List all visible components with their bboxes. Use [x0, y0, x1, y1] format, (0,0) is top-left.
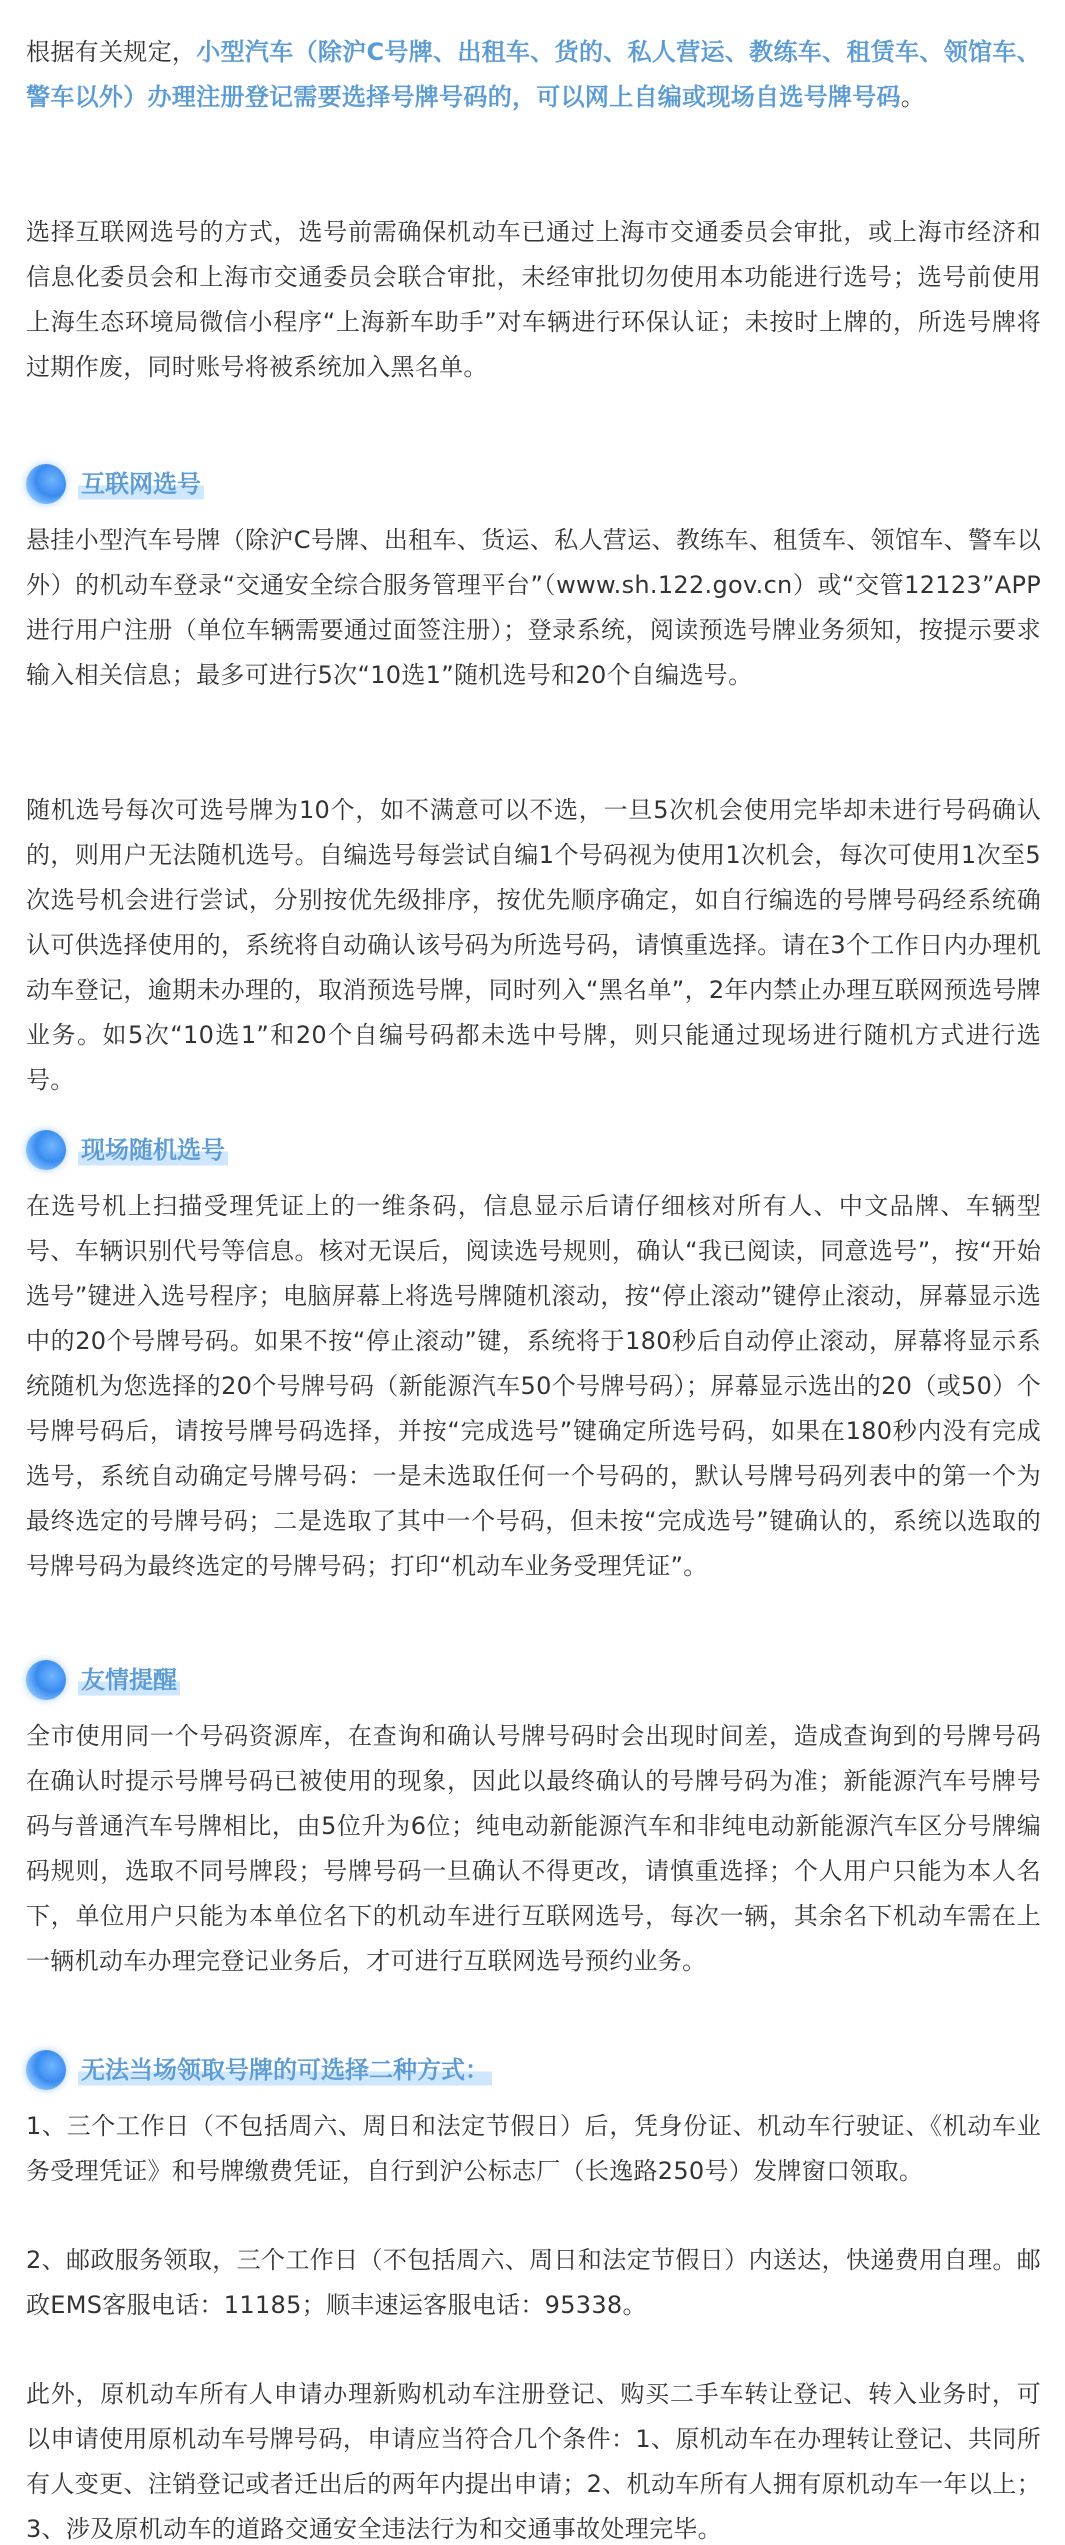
- bullet-orb-icon: [26, 1130, 66, 1170]
- bullet-orb-icon: [26, 464, 66, 504]
- section-heading-text: 现场随机选号: [78, 1133, 228, 1167]
- intro-tail: 。: [900, 83, 926, 111]
- intro-paragraph: [26, 30, 1041, 120]
- intro-lead: 根据有关规定，: [26, 38, 197, 66]
- pickup-paragraph-3: 此外，原机动车所有人申请办理新购机动车注册登记、购买二手车转让登记、转入业务时，可以申请使用原机动车号牌号码，申请应当符合几个条件：1、原机动车在办理转让登记、共同所有人变更、注销登记或者迁出后的两年内提出申请；2、机动车所有人拥有原机动车一年以上；3、涉及原机动车的道路交通安全违法行为和交通事故处理完毕。: [26, 2380, 1041, 2543]
- section-heading-pickup: [26, 2046, 492, 2094]
- section-heading-onsite: [26, 1126, 228, 1174]
- intro-highlight: 小型汽车（除沪C号牌、出租车、货的、私人营运、教练车、租赁车、领馆车、警车以外）办理注册登记需要选择号牌号码的，可以网上自编或现场自选号牌号码: [26, 38, 1041, 111]
- internet-paragraph-2: 随机选号每次可选号牌为10个，如不满意可以不选，一旦5次机会使用完毕却未进行号码确认的，则用户无法随机选号。自编选号每尝试自编1个号码视为使用1次机会，每次可使用1次至5次选号机会进行尝试，分别按优先级排序，按优先顺序确定，如自行编选的号牌号码经系统确认可供选择使用的，系统将自动确认该号码为所选号码，请慎重选择。请在3个工作日内办理机动车登记，逾期未办理的，取消预选号牌，同时列入“黑名单”，2年内禁止办理互联网预选号牌业务。如5次“10选1”和20个自编号码都未选中号牌，则只能通过现场进行随机方式进行选号。: [26, 796, 1041, 1094]
- pickup-paragraph-1: 1、三个工作日（不包括周六、周日和法定节假日）后，凭身份证、机动车行驶证、《机动车业务受理凭证》和号牌缴费凭证，自行到沪公标志厂（长逸路250号）发牌窗口领取。: [26, 2112, 1041, 2185]
- internet-intro-paragraph: 选择互联网选号的方式，选号前需确保机动车已通过上海市交通委员会审批，或上海市经济和信息化委员会和上海市交通委员会联合审批，未经审批切勿使用本功能进行选号；选号前使用上海生态环境局微信小程序“上海新车助手”对车辆进行环保认证；未按时上牌的，所选号牌将过期作废，同时账号将被系统加入黑名单。: [26, 218, 1041, 381]
- section-heading-text: 互联网选号: [78, 467, 204, 501]
- section-heading-internet: [26, 460, 204, 508]
- bullet-orb-icon: [26, 1660, 66, 1700]
- section-heading-text: 友情提醒: [78, 1663, 180, 1697]
- section-heading-reminder: [26, 1656, 180, 1704]
- onsite-paragraph: 在选号机上扫描受理凭证上的一维条码，信息显示后请仔细核对所有人、中文品牌、车辆型号、车辆识别代号等信息。核对无误后，阅读选号规则，确认“我已阅读，同意选号”，按“开始选号”键进入选号程序；电脑屏幕上将选号牌随机滚动，按“停止滚动”键停止滚动，屏幕显示选中的20个号牌号码。如果不按“停止滚动”键，系统将于180秒后自动停止滚动，屏幕将显示系统随机为您选择的20个号牌号码（新能源汽车50个号牌号码）；屏幕显示选出的20（或50）个号牌号码后，请按号牌号码选择，并按“完成选号”键确定所选号码，如果在180秒内没有完成选号，系统自动确定号牌号码：一是未选取任何一个号码的，默认号牌号码列表中的第一个为最终选定的号牌号码；二是选取了其中一个号码，但未按“完成选号”键确认的，系统以选取的号牌号码为最终选定的号牌号码；打印“机动车业务受理凭证”。: [26, 1192, 1041, 1580]
- section-heading-text: 无法当场领取号牌的可选择二种方式：: [78, 2053, 492, 2087]
- reminder-paragraph: 全市使用同一个号码资源库，在查询和确认号牌号码时会出现时间差，造成查询到的号牌号码在确认时提示号牌号码已被使用的现象，因此以最终确认的号牌号码为准；新能源汽车号牌号码与普通汽车号牌相比，由5位升为6位；纯电动新能源汽车和非纯电动新能源汽车区分号牌编码规则，选取不同号牌段；号牌号码一旦确认不得更改，请慎重选择；个人用户只能为本人名下，单位用户只能为本单位名下的机动车进行互联网选号，每次一辆，其余名下机动车需在上一辆机动车办理完登记业务后，才可进行互联网选号预约业务。: [26, 1722, 1041, 1975]
- bullet-orb-icon: [26, 2050, 66, 2090]
- internet-paragraph-1: 悬挂小型汽车号牌（除沪C号牌、出租车、货运、私人营运、教练车、租赁车、领馆车、警车以外）的机动车登录“交通安全综合服务管理平台”（www.sh.122.gov.cn）或“交管12123”APP进行用户注册（单位车辆需要通过面签注册）；登录系统，阅读预选号牌业务须知，按提示要求输入相关信息；最多可进行5次“10选1”随机选号和20个自编选号。: [26, 526, 1041, 689]
- pickup-paragraph-2: 2、邮政服务领取，三个工作日（不包括周六、周日和法定节假日）内送达，快递费用自理。邮政EMS客服电话：11185；顺丰速运客服电话：95338。: [26, 2246, 1041, 2319]
